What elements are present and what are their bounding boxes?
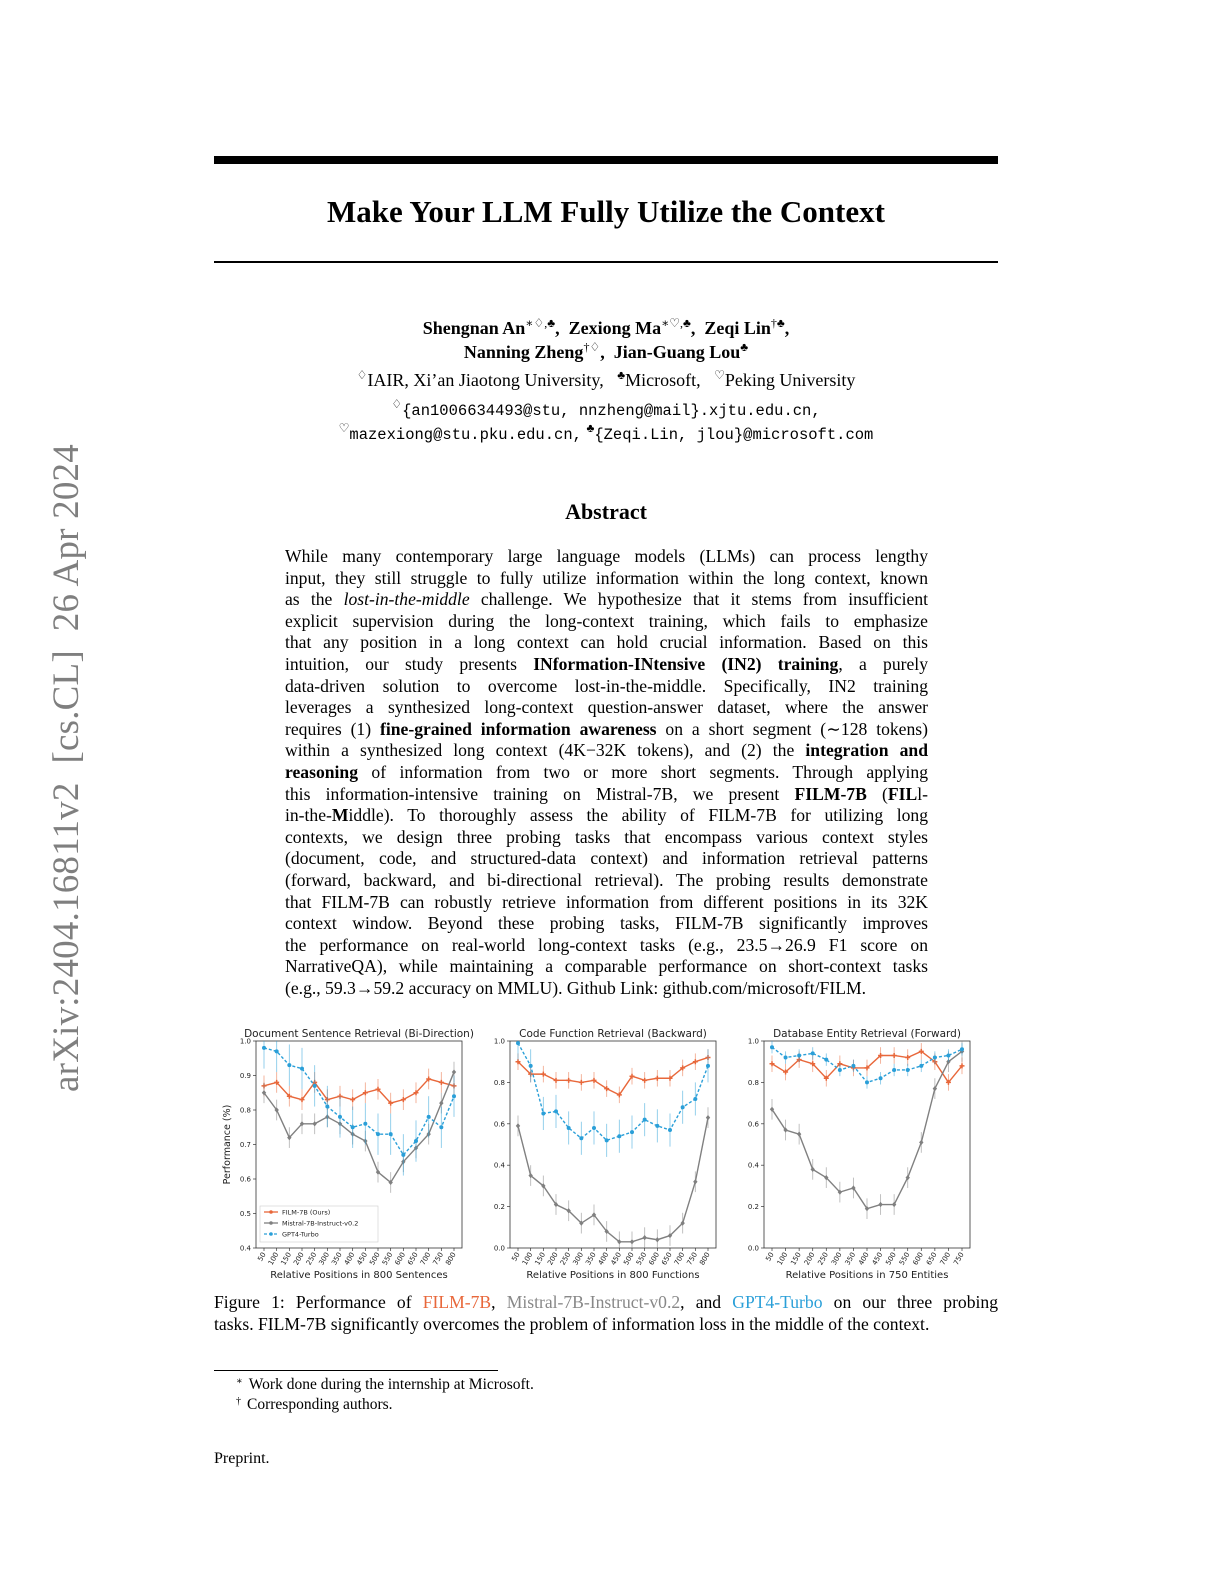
data-point (824, 1058, 828, 1062)
x-tick-label: 700 (418, 1251, 433, 1267)
x-tick-label: 600 (393, 1251, 408, 1267)
data-point (693, 1179, 697, 1184)
data-point (693, 1059, 698, 1064)
x-tick-label: 600 (647, 1251, 662, 1267)
data-point (452, 1069, 456, 1074)
chart-title: Database Entity Retrieval (Forward) (773, 1028, 961, 1040)
x-tick-label: 300 (571, 1251, 586, 1267)
series-line (264, 1048, 454, 1155)
data-point (630, 1239, 634, 1244)
x-tick-label: 550 (897, 1251, 912, 1267)
data-point (363, 1122, 367, 1126)
data-point (642, 1078, 647, 1083)
data-point (529, 1064, 533, 1068)
x-tick-label: 500 (622, 1251, 636, 1267)
author-name: Zexiong Ma (568, 318, 662, 338)
author-marks: †♣ (770, 316, 785, 330)
data-point (797, 1053, 801, 1057)
data-point (784, 1056, 788, 1060)
x-tick-label: 150 (533, 1251, 548, 1267)
data-point (905, 1055, 910, 1060)
title-top-rule (214, 156, 998, 164)
data-point (516, 1123, 520, 1128)
author-name: Shengnan An (422, 318, 526, 338)
data-point (567, 1126, 571, 1130)
data-point (300, 1067, 304, 1071)
x-tick-label: 350 (584, 1251, 598, 1267)
data-point (325, 1105, 329, 1109)
x-tick-label: 650 (660, 1251, 674, 1267)
x-tick-label: 700 (938, 1251, 953, 1267)
figure-1 (214, 1015, 998, 1285)
x-tick-label: 650 (924, 1251, 939, 1267)
data-point (946, 1053, 950, 1057)
y-tick-label: 0.4 (493, 1161, 505, 1170)
author-line-1: Shengnan An∗♢,♣, Zexiong Ma∗♡,♣, Zeqi Lin†♣, (422, 316, 790, 338)
data-point (693, 1097, 697, 1101)
data-point (439, 1125, 443, 1129)
series-line (264, 1079, 454, 1103)
x-tick-label: 350 (330, 1251, 344, 1267)
footnote-2: † Corresponding authors. (236, 1396, 393, 1413)
data-point (592, 1126, 596, 1130)
data-point (439, 1080, 444, 1085)
data-point (878, 1202, 882, 1207)
y-tick-label: 1.0 (239, 1037, 251, 1046)
data-point (668, 1128, 672, 1132)
x-tick-label: 150 (279, 1251, 294, 1267)
data-point (919, 1140, 923, 1145)
author-name: Zeqi Lin (704, 318, 771, 338)
x-tick-label: 450 (355, 1251, 370, 1267)
y-tick-label: 0.9 (239, 1072, 251, 1080)
data-point (439, 1101, 443, 1106)
y-tick-label: 0.8 (747, 1078, 759, 1087)
legend-label: Mistral-7B-Instruct-v0.2 (282, 1219, 359, 1228)
email-line-1: ♢{an1006634493@stu, nnzheng@mail}.xjtu.edu.cn, (391, 397, 821, 420)
x-tick-label: 50 (256, 1251, 268, 1263)
x-tick-label: 300 (317, 1251, 332, 1267)
author-name: Nanning Zheng (463, 342, 584, 362)
data-point (516, 1041, 520, 1045)
data-point (655, 1237, 659, 1242)
x-axis-label: Relative Positions in 800 Sentences (270, 1270, 448, 1281)
y-tick-label: 0.2 (493, 1203, 505, 1212)
x-tick-label: 100 (266, 1251, 281, 1267)
data-point (851, 1064, 855, 1068)
data-point (770, 1045, 774, 1049)
paper-title: Make Your LLM Fully Utilize the Context (327, 194, 885, 229)
data-point (933, 1056, 937, 1060)
author-marks: ∗♡,♣ (661, 316, 691, 330)
x-tick-label: 450 (609, 1251, 624, 1267)
x-tick-label: 200 (546, 1251, 560, 1267)
x-tick-label: 250 (304, 1251, 319, 1267)
data-point (630, 1130, 634, 1134)
x-tick-label: 400 (342, 1251, 357, 1267)
data-point (566, 1078, 571, 1083)
series-line (264, 1072, 454, 1182)
y-tick-label: 0.8 (239, 1106, 251, 1115)
data-point (865, 1080, 869, 1084)
legend-label: FILM-7B (Ours) (282, 1208, 331, 1217)
data-point (401, 1153, 405, 1157)
author-marks: †♢ (583, 340, 601, 354)
data-point (414, 1139, 418, 1143)
abstract-heading: Abstract (565, 499, 647, 524)
data-point (287, 1063, 291, 1067)
author-marks: ♣ (740, 340, 749, 354)
x-tick-label: 100 (520, 1251, 535, 1267)
data-point (275, 1049, 279, 1053)
chart-title: Document Sentence Retrieval (Bi-Direction) (244, 1028, 474, 1040)
data-point (706, 1115, 710, 1120)
y-tick-label: 0.6 (239, 1175, 251, 1184)
x-tick-label: 450 (870, 1251, 885, 1267)
y-tick-label: 1.0 (493, 1037, 505, 1046)
footer-preprint: Preprint. (214, 1450, 270, 1467)
figure-caption: Figure 1: Performance of FILM-7B, Mistral-7B-Instruct-v0.2, and GPT4-Turbo on our three probing tasks. FILM-7B significantly overcomes the problem of information loss in the middle of the context. (214, 1292, 998, 1334)
data-point (579, 1080, 584, 1085)
x-axis-label: Relative Positions in 750 Entities (785, 1270, 949, 1281)
author-line-2: Nanning Zheng†♢, Jian-Guang Lou♣ (463, 340, 749, 362)
author-name: Jian-Guang Lou (613, 342, 741, 362)
x-tick-label: 500 (368, 1251, 382, 1267)
x-tick-label: 350 (843, 1251, 858, 1267)
data-point (811, 1167, 815, 1172)
legend-label: GPT4-Turbo (282, 1230, 319, 1239)
data-point (541, 1072, 546, 1077)
series-line (518, 1118, 708, 1242)
data-point (338, 1115, 342, 1119)
x-tick-label: 650 (406, 1251, 420, 1267)
x-tick-label: 800 (698, 1251, 712, 1267)
data-point (879, 1076, 883, 1080)
data-point (838, 1068, 842, 1072)
data-point (960, 1047, 964, 1051)
title-bottom-rule (214, 261, 998, 263)
author-marks: ∗♢,♣ (525, 316, 556, 330)
email-line-2: ♡mazexiong@stu.pku.edu.cn, ♣{Zeqi.Lin, jlou}@microsoft.com (338, 421, 874, 444)
x-tick-label: 150 (789, 1251, 803, 1267)
series-line (518, 1058, 708, 1095)
data-point (655, 1124, 659, 1128)
x-tick-label: 700 (672, 1251, 687, 1267)
x-tick-label: 400 (596, 1251, 611, 1267)
y-tick-label: 0.2 (747, 1203, 759, 1212)
y-tick-label: 1.0 (747, 1037, 759, 1046)
chart-title: Code Function Retrieval (Backward) (519, 1028, 707, 1040)
y-tick-label: 0.0 (747, 1244, 759, 1253)
footnote-rule (214, 1370, 498, 1371)
data-point (655, 1076, 660, 1081)
data-point (579, 1136, 583, 1140)
y-tick-label: 0.4 (239, 1244, 251, 1253)
data-point (797, 1132, 801, 1137)
footnote-1: ∗ Work done during the internship at Microsoft. (236, 1376, 534, 1393)
data-point (906, 1068, 910, 1072)
legend-marker (269, 1210, 273, 1214)
x-tick-label: 600 (911, 1251, 926, 1267)
x-tick-label: 750 (952, 1251, 966, 1267)
figure-1-charts (214, 1015, 998, 1285)
data-point (427, 1115, 431, 1119)
x-tick-label: 200 (292, 1251, 306, 1267)
y-axis-label: Performance (%) (222, 1104, 233, 1185)
x-tick-label: 500 (884, 1251, 898, 1267)
x-tick-label: 100 (775, 1251, 790, 1267)
affiliations: ♢IAIR, Xi’an Jiaotong University, ♣Microsoft, ♡Peking University (356, 368, 856, 390)
y-tick-label: 0.6 (747, 1120, 759, 1129)
arxiv-side-stamp: arXiv:2404.16811v2 [cs.CL] 26 Apr 2024 (46, 444, 87, 1092)
legend-marker (269, 1221, 273, 1225)
data-point (919, 1064, 923, 1068)
y-tick-label: 0.0 (493, 1244, 505, 1253)
data-point (351, 1125, 355, 1129)
y-tick-label: 0.5 (239, 1210, 251, 1218)
data-point (643, 1118, 647, 1122)
data-point (541, 1111, 545, 1115)
y-tick-label: 0.6 (493, 1120, 505, 1129)
data-point (892, 1068, 896, 1072)
data-point (312, 1121, 316, 1126)
x-tick-label: 750 (431, 1251, 446, 1267)
x-tick-label: 750 (685, 1251, 700, 1267)
x-tick-label: 50 (764, 1251, 776, 1263)
data-point (605, 1138, 609, 1142)
data-point (706, 1064, 710, 1068)
x-tick-label: 550 (634, 1251, 649, 1267)
data-point (811, 1051, 815, 1055)
x-tick-label: 200 (802, 1251, 817, 1267)
data-point (389, 1132, 393, 1136)
data-point (554, 1078, 559, 1083)
x-tick-label: 550 (380, 1251, 395, 1267)
x-axis-label: Relative Positions in 800 Functions (526, 1270, 700, 1281)
data-point (313, 1084, 317, 1088)
x-tick-label: 250 (558, 1251, 573, 1267)
x-tick-label: 800 (444, 1251, 458, 1267)
data-point (452, 1094, 456, 1098)
y-tick-label: 0.4 (747, 1161, 759, 1170)
y-tick-label: 0.7 (239, 1141, 251, 1149)
data-point (642, 1235, 646, 1240)
abstract-body: While many contemporary large language models (LLMs) can process lengthy input, they still struggle to fully utilize information within the long context, known as the lost-in-the-middle challenge. We hypothesize that it stems from insufficient explicit supervision during the long-context training, which fails to emphasize that any position in a long context can hold crucial information. Based on this intuition, our study presents INformation-INtensive (IN2) training, a purely data-driven solution to overcome lost-in-the-middle. Specifically, IN2 training leverages a synthesized long-context question-answer dataset, where the answer requires (1) fine-grained information awareness on a short segment (∼128 tokens) within a synthesized long context (4K−32K tokens), and (2) the integration and reasoning of information from two or more short segments. Through applying this information-intensive training on Mistral-7B, we present FILM-7B (FILl- in-the-Middle). To thoroughly assess the ability of FILM-7B for utilizing long contexts, we design three probing tasks that encompass various context styles (document, code, and structured-data context) and information retrieval patterns (forward, backward, and bi-directional retrieval). The probing results demonstrate that FILM-7B can robustly retrieve information from different positions in its 32K context window. Beyond these probing tasks, FILM-7B significantly improves the performance on real-world long-context tasks (e.g., 23.5→26.9 F1 score on NarrativeQA), while maintaining a comparable performance on short-context tasks (e.g., 59.3→59.2 accuracy on MMLU). Github Link: github.com/microsoft/FILM. (285, 546, 929, 998)
data-point (554, 1109, 558, 1113)
data-point (617, 1134, 621, 1138)
data-point (892, 1053, 897, 1058)
legend-marker (269, 1232, 273, 1236)
y-tick-label: 0.8 (493, 1078, 505, 1087)
x-tick-label: 400 (857, 1251, 871, 1267)
data-point (376, 1132, 380, 1136)
data-point (262, 1046, 266, 1050)
x-tick-label: 50 (510, 1251, 522, 1263)
x-tick-label: 300 (829, 1251, 844, 1267)
data-point (681, 1105, 685, 1109)
x-tick-label: 250 (816, 1251, 831, 1267)
